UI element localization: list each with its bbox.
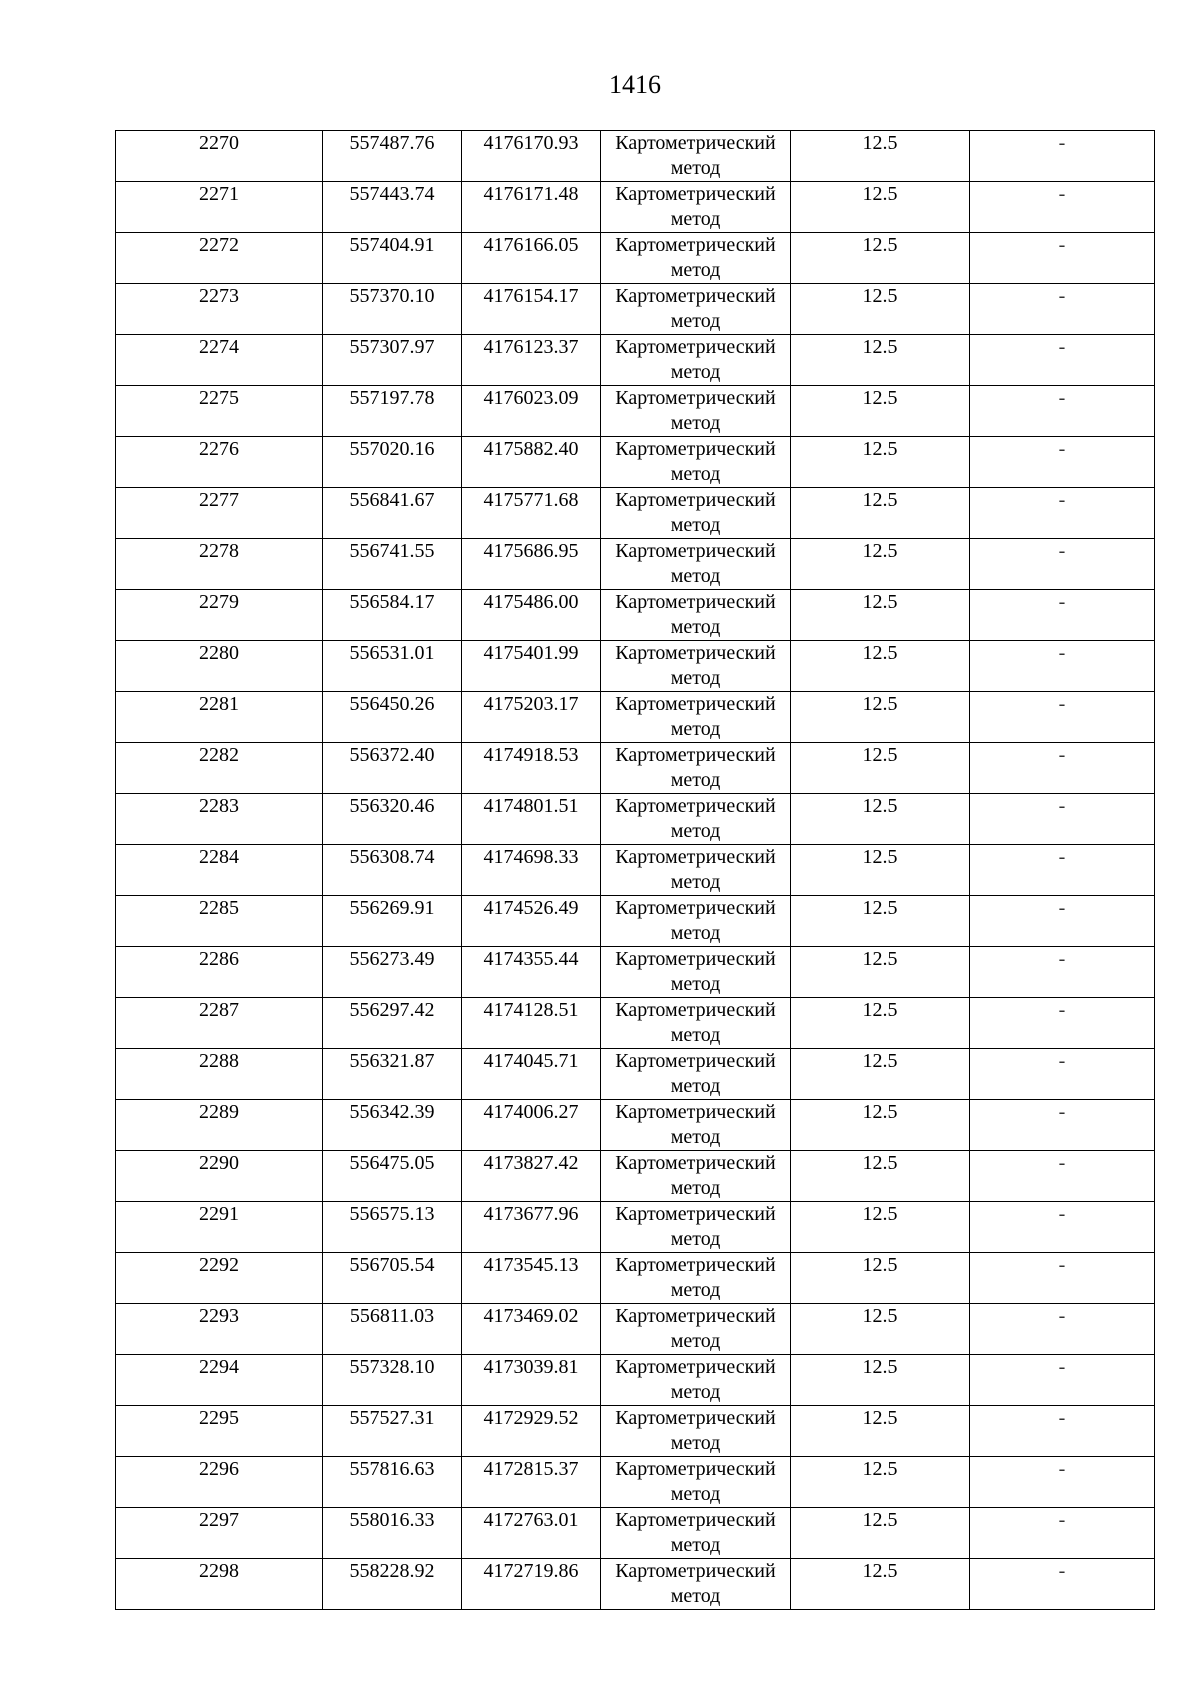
y-coordinate-cell: 4174045.71	[462, 1049, 601, 1100]
y-coordinate-cell: 4175203.17	[462, 692, 601, 743]
table-row	[116, 692, 1155, 743]
method-cell	[601, 1457, 791, 1508]
note-cell: -	[970, 1202, 1155, 1253]
method-line-2: метод	[670, 1075, 721, 1097]
method-line-1: Картометрический	[615, 1101, 776, 1123]
accuracy-cell: 12.5	[791, 1406, 970, 1457]
method-line-2: метод	[670, 463, 721, 485]
method-line-2: метод	[670, 1330, 721, 1352]
table-row	[116, 998, 1155, 1049]
method-cell	[601, 1202, 791, 1253]
method-line-2: метод	[670, 1534, 721, 1556]
accuracy-cell: 12.5	[791, 1559, 970, 1610]
method-cell	[601, 1559, 791, 1610]
method-cell	[601, 641, 791, 692]
method-line-1: Картометрический	[615, 948, 776, 970]
note-cell: -	[970, 1253, 1155, 1304]
accuracy-cell: 12.5	[791, 896, 970, 947]
y-coordinate-cell: 4173677.96	[462, 1202, 601, 1253]
method-line-2: метод	[670, 1381, 721, 1403]
method-line-2: метод	[670, 310, 721, 332]
x-coordinate-cell: 556841.67	[323, 488, 462, 539]
note-cell: -	[970, 845, 1155, 896]
table-row	[116, 1406, 1155, 1457]
method-cell	[601, 284, 791, 335]
accuracy-cell: 12.5	[791, 488, 970, 539]
y-coordinate-cell: 4176171.48	[462, 182, 601, 233]
x-coordinate-cell: 556811.03	[323, 1304, 462, 1355]
method-line-1: Картометрический	[615, 846, 776, 868]
note-cell: -	[970, 641, 1155, 692]
method-cell	[601, 1049, 791, 1100]
method-line-2: метод	[670, 1432, 721, 1454]
method-line-1: Картометрический	[615, 1509, 776, 1531]
point-number-cell: 2291	[116, 1202, 323, 1253]
accuracy-cell: 12.5	[791, 641, 970, 692]
table-row	[116, 1151, 1155, 1202]
method-line-2: метод	[670, 616, 721, 638]
method-line-2: метод	[670, 1228, 721, 1250]
method-cell	[601, 1304, 791, 1355]
method-line-1: Картометрический	[615, 591, 776, 613]
point-number-cell: 2272	[116, 233, 323, 284]
x-coordinate-cell: 556531.01	[323, 641, 462, 692]
method-line-2: метод	[670, 1024, 721, 1046]
method-line-1: Картометрический	[615, 438, 776, 460]
point-number-cell: 2279	[116, 590, 323, 641]
point-number-cell: 2275	[116, 386, 323, 437]
method-cell	[601, 539, 791, 590]
method-line-1: Картометрический	[615, 1254, 776, 1276]
method-line-2: метод	[670, 1483, 721, 1505]
y-coordinate-cell: 4173469.02	[462, 1304, 601, 1355]
table-row	[116, 641, 1155, 692]
y-coordinate-cell: 4175401.99	[462, 641, 601, 692]
x-coordinate-cell: 557443.74	[323, 182, 462, 233]
point-number-cell: 2297	[116, 1508, 323, 1559]
method-line-2: метод	[670, 871, 721, 893]
point-number-cell: 2289	[116, 1100, 323, 1151]
y-coordinate-cell: 4176166.05	[462, 233, 601, 284]
note-cell: -	[970, 1049, 1155, 1100]
note-cell: -	[970, 488, 1155, 539]
method-line-1: Картометрический	[615, 897, 776, 919]
note-cell: -	[970, 1151, 1155, 1202]
table-row	[116, 131, 1155, 182]
accuracy-cell: 12.5	[791, 1049, 970, 1100]
accuracy-cell: 12.5	[791, 590, 970, 641]
accuracy-cell: 12.5	[791, 284, 970, 335]
table-row	[116, 947, 1155, 998]
x-coordinate-cell: 556450.26	[323, 692, 462, 743]
method-line-1: Картометрический	[615, 1560, 776, 1582]
table-row	[116, 1202, 1155, 1253]
method-line-1: Картометрический	[615, 387, 776, 409]
note-cell: -	[970, 131, 1155, 182]
point-number-cell: 2271	[116, 182, 323, 233]
x-coordinate-cell: 557197.78	[323, 386, 462, 437]
table-row	[116, 1559, 1155, 1610]
page-number: 1416	[609, 70, 661, 99]
table-row	[116, 233, 1155, 284]
x-coordinate-cell: 557527.31	[323, 1406, 462, 1457]
x-coordinate-cell: 556584.17	[323, 590, 462, 641]
point-number-cell: 2285	[116, 896, 323, 947]
table-row	[116, 1508, 1155, 1559]
accuracy-cell: 12.5	[791, 386, 970, 437]
method-line-2: метод	[670, 157, 721, 179]
point-number-cell: 2292	[116, 1253, 323, 1304]
accuracy-cell: 12.5	[791, 1253, 970, 1304]
x-coordinate-cell: 556308.74	[323, 845, 462, 896]
table-row	[116, 437, 1155, 488]
method-line-1: Картометрический	[615, 183, 776, 205]
method-cell	[601, 794, 791, 845]
note-cell: -	[970, 590, 1155, 641]
method-cell	[601, 1100, 791, 1151]
y-coordinate-cell: 4172763.01	[462, 1508, 601, 1559]
method-line-2: метод	[670, 1177, 721, 1199]
method-line-2: метод	[670, 412, 721, 434]
x-coordinate-cell: 556297.42	[323, 998, 462, 1049]
table-row	[116, 1100, 1155, 1151]
point-number-cell: 2270	[116, 131, 323, 182]
method-line-2: метод	[670, 1279, 721, 1301]
accuracy-cell: 12.5	[791, 233, 970, 284]
y-coordinate-cell: 4172929.52	[462, 1406, 601, 1457]
method-line-1: Картометрический	[615, 642, 776, 664]
point-number-cell: 2284	[116, 845, 323, 896]
method-cell	[601, 1253, 791, 1304]
table-row	[116, 335, 1155, 386]
accuracy-cell: 12.5	[791, 539, 970, 590]
point-number-cell: 2276	[116, 437, 323, 488]
method-line-1: Картометрический	[615, 1407, 776, 1429]
table-row	[116, 1457, 1155, 1508]
method-cell	[601, 1406, 791, 1457]
method-cell	[601, 335, 791, 386]
note-cell: -	[970, 386, 1155, 437]
x-coordinate-cell: 557020.16	[323, 437, 462, 488]
table-row	[116, 488, 1155, 539]
point-number-cell: 2288	[116, 1049, 323, 1100]
method-cell	[601, 1508, 791, 1559]
table-row	[116, 284, 1155, 335]
method-line-1: Картометрический	[615, 693, 776, 715]
x-coordinate-cell: 558228.92	[323, 1559, 462, 1610]
method-cell	[601, 1355, 791, 1406]
accuracy-cell: 12.5	[791, 437, 970, 488]
table-row	[116, 1253, 1155, 1304]
method-line-1: Картометрический	[615, 1356, 776, 1378]
y-coordinate-cell: 4175771.68	[462, 488, 601, 539]
table-row	[116, 1049, 1155, 1100]
x-coordinate-cell: 556269.91	[323, 896, 462, 947]
note-cell: -	[970, 1406, 1155, 1457]
method-line-1: Картометрический	[615, 1305, 776, 1327]
note-cell: -	[970, 1559, 1155, 1610]
y-coordinate-cell: 4172815.37	[462, 1457, 601, 1508]
x-coordinate-cell: 557328.10	[323, 1355, 462, 1406]
method-cell	[601, 998, 791, 1049]
method-line-1: Картометрический	[615, 999, 776, 1021]
method-cell	[601, 488, 791, 539]
method-line-1: Картометрический	[615, 795, 776, 817]
note-cell: -	[970, 896, 1155, 947]
note-cell: -	[970, 1100, 1155, 1151]
method-cell	[601, 437, 791, 488]
method-cell	[601, 182, 791, 233]
method-cell	[601, 692, 791, 743]
y-coordinate-cell: 4174006.27	[462, 1100, 601, 1151]
method-line-1: Картометрический	[615, 336, 776, 358]
method-line-2: метод	[670, 1585, 721, 1607]
note-cell: -	[970, 437, 1155, 488]
accuracy-cell: 12.5	[791, 692, 970, 743]
point-number-cell: 2278	[116, 539, 323, 590]
point-number-cell: 2274	[116, 335, 323, 386]
table-row	[116, 743, 1155, 794]
table-row	[116, 182, 1155, 233]
accuracy-cell: 12.5	[791, 947, 970, 998]
x-coordinate-cell: 556705.54	[323, 1253, 462, 1304]
method-line-2: метод	[670, 1126, 721, 1148]
y-coordinate-cell: 4173827.42	[462, 1151, 601, 1202]
accuracy-cell: 12.5	[791, 1304, 970, 1355]
note-cell: -	[970, 1355, 1155, 1406]
method-line-2: метод	[670, 922, 721, 944]
method-line-2: метод	[670, 208, 721, 230]
point-number-cell: 2295	[116, 1406, 323, 1457]
point-number-cell: 2280	[116, 641, 323, 692]
method-line-1: Картометрический	[615, 234, 776, 256]
coordinates-table	[115, 130, 1155, 1610]
method-line-2: метод	[670, 361, 721, 383]
method-line-1: Картометрический	[615, 1203, 776, 1225]
y-coordinate-cell: 4174128.51	[462, 998, 601, 1049]
table-row	[116, 794, 1155, 845]
point-number-cell: 2294	[116, 1355, 323, 1406]
x-coordinate-cell: 557487.76	[323, 131, 462, 182]
accuracy-cell: 12.5	[791, 743, 970, 794]
method-cell	[601, 386, 791, 437]
method-line-1: Картометрический	[615, 540, 776, 562]
x-coordinate-cell: 556342.39	[323, 1100, 462, 1151]
point-number-cell: 2290	[116, 1151, 323, 1202]
table-row	[116, 896, 1155, 947]
x-coordinate-cell: 556320.46	[323, 794, 462, 845]
note-cell: -	[970, 998, 1155, 1049]
accuracy-cell: 12.5	[791, 1151, 970, 1202]
y-coordinate-cell: 4173039.81	[462, 1355, 601, 1406]
note-cell: -	[970, 335, 1155, 386]
y-coordinate-cell: 4175486.00	[462, 590, 601, 641]
x-coordinate-cell: 556741.55	[323, 539, 462, 590]
accuracy-cell: 12.5	[791, 794, 970, 845]
method-cell	[601, 590, 791, 641]
y-coordinate-cell: 4176154.17	[462, 284, 601, 335]
x-coordinate-cell: 557307.97	[323, 335, 462, 386]
y-coordinate-cell: 4175686.95	[462, 539, 601, 590]
y-coordinate-cell: 4175882.40	[462, 437, 601, 488]
x-coordinate-cell: 556575.13	[323, 1202, 462, 1253]
note-cell: -	[970, 947, 1155, 998]
x-coordinate-cell: 557370.10	[323, 284, 462, 335]
method-line-1: Картометрический	[615, 132, 776, 154]
method-line-1: Картометрический	[615, 1152, 776, 1174]
method-line-2: метод	[670, 259, 721, 281]
accuracy-cell: 12.5	[791, 1355, 970, 1406]
point-number-cell: 2282	[116, 743, 323, 794]
y-coordinate-cell: 4174801.51	[462, 794, 601, 845]
method-cell	[601, 1151, 791, 1202]
note-cell: -	[970, 284, 1155, 335]
table-row	[116, 1355, 1155, 1406]
method-cell	[601, 233, 791, 284]
y-coordinate-cell: 4172719.86	[462, 1559, 601, 1610]
accuracy-cell: 12.5	[791, 335, 970, 386]
point-number-cell: 2293	[116, 1304, 323, 1355]
point-number-cell: 2277	[116, 488, 323, 539]
point-number-cell: 2283	[116, 794, 323, 845]
method-line-1: Картометрический	[615, 744, 776, 766]
point-number-cell: 2286	[116, 947, 323, 998]
note-cell: -	[970, 1457, 1155, 1508]
table-row	[116, 386, 1155, 437]
method-line-1: Картометрический	[615, 489, 776, 511]
method-cell	[601, 743, 791, 794]
note-cell: -	[970, 539, 1155, 590]
x-coordinate-cell: 557816.63	[323, 1457, 462, 1508]
point-number-cell: 2281	[116, 692, 323, 743]
method-cell	[601, 131, 791, 182]
y-coordinate-cell: 4174918.53	[462, 743, 601, 794]
x-coordinate-cell: 556372.40	[323, 743, 462, 794]
table-row	[116, 539, 1155, 590]
method-line-2: метод	[670, 718, 721, 740]
method-cell	[601, 896, 791, 947]
method-line-2: метод	[670, 667, 721, 689]
accuracy-cell: 12.5	[791, 1202, 970, 1253]
accuracy-cell: 12.5	[791, 182, 970, 233]
y-coordinate-cell: 4174698.33	[462, 845, 601, 896]
accuracy-cell: 12.5	[791, 131, 970, 182]
method-line-2: метод	[670, 565, 721, 587]
method-line-1: Картометрический	[615, 1050, 776, 1072]
table-row	[116, 1304, 1155, 1355]
table-row	[116, 590, 1155, 641]
x-coordinate-cell: 557404.91	[323, 233, 462, 284]
x-coordinate-cell: 558016.33	[323, 1508, 462, 1559]
accuracy-cell: 12.5	[791, 1457, 970, 1508]
y-coordinate-cell: 4174355.44	[462, 947, 601, 998]
accuracy-cell: 12.5	[791, 845, 970, 896]
accuracy-cell: 12.5	[791, 998, 970, 1049]
note-cell: -	[970, 1304, 1155, 1355]
note-cell: -	[970, 794, 1155, 845]
x-coordinate-cell: 556475.05	[323, 1151, 462, 1202]
x-coordinate-cell: 556321.87	[323, 1049, 462, 1100]
method-line-1: Картометрический	[615, 285, 776, 307]
note-cell: -	[970, 233, 1155, 284]
coordinates-table-body	[116, 131, 1155, 1610]
method-line-2: метод	[670, 973, 721, 995]
method-line-2: метод	[670, 514, 721, 536]
note-cell: -	[970, 692, 1155, 743]
method-line-2: метод	[670, 769, 721, 791]
method-line-2: метод	[670, 820, 721, 842]
y-coordinate-cell: 4176123.37	[462, 335, 601, 386]
note-cell: -	[970, 1508, 1155, 1559]
point-number-cell: 2298	[116, 1559, 323, 1610]
method-line-1: Картометрический	[615, 1458, 776, 1480]
note-cell: -	[970, 182, 1155, 233]
point-number-cell: 2287	[116, 998, 323, 1049]
y-coordinate-cell: 4176170.93	[462, 131, 601, 182]
y-coordinate-cell: 4174526.49	[462, 896, 601, 947]
table-row	[116, 845, 1155, 896]
y-coordinate-cell: 4173545.13	[462, 1253, 601, 1304]
method-cell	[601, 845, 791, 896]
point-number-cell: 2296	[116, 1457, 323, 1508]
method-cell	[601, 947, 791, 998]
accuracy-cell: 12.5	[791, 1100, 970, 1151]
note-cell: -	[970, 743, 1155, 794]
x-coordinate-cell: 556273.49	[323, 947, 462, 998]
point-number-cell: 2273	[116, 284, 323, 335]
accuracy-cell: 12.5	[791, 1508, 970, 1559]
y-coordinate-cell: 4176023.09	[462, 386, 601, 437]
